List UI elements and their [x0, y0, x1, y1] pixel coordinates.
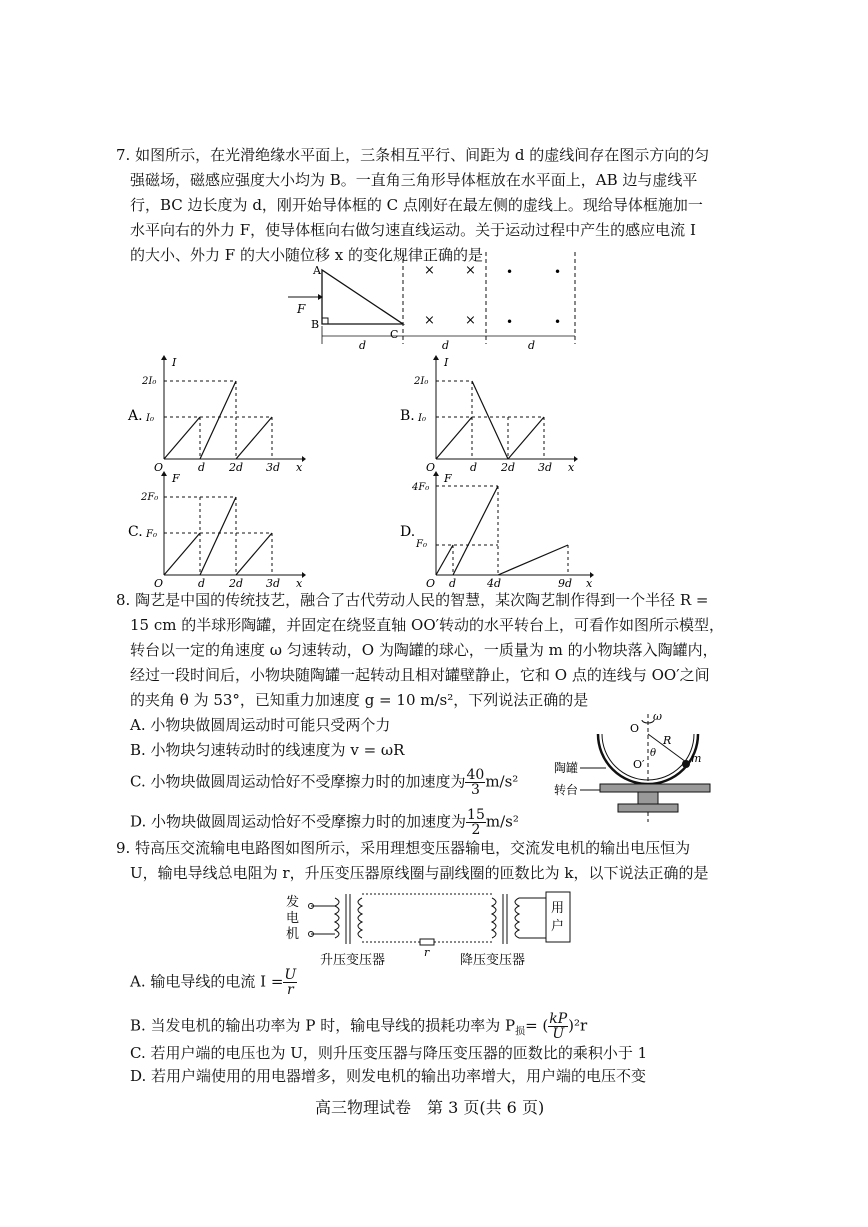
q7-figure	[280, 248, 590, 354]
q8-line-2: 15 cm 的半球形陶罐，并固定在绕竖直轴 OO′转动的水平转台上，可看作如图所示模型，	[130, 616, 725, 634]
svg-text:m: m	[691, 752, 702, 765]
svg-text:2d: 2d	[229, 461, 244, 472]
svg-text:9d: 9d	[558, 577, 573, 588]
svg-text:2F₀: 2F₀	[141, 492, 159, 503]
option-b-label: B.	[400, 408, 415, 424]
fraction: $\frac{15}{2}$	[467, 807, 485, 838]
svg-text:电: 电	[286, 911, 300, 926]
svg-text:升压变压器: 升压变压器	[320, 953, 386, 968]
q7-line-1: 7. 如图所示，在光滑绝缘水平面上，三条相互平行、间距为 d 的虚线间存在图示方向的匀	[116, 146, 710, 164]
q7-line-3: 行，BC 边长度为 d，刚开始导体框的 C 点刚好在最左侧的虚线上。现给导体框施加一	[130, 196, 703, 214]
cross-mark: ×	[465, 313, 476, 328]
dot-mark: •	[554, 265, 562, 279]
svg-text:O: O	[154, 577, 164, 588]
svg-text:用: 用	[551, 901, 565, 916]
svg-text:x: x	[296, 461, 303, 472]
svg-text:I₀: I₀	[418, 413, 426, 424]
svg-text:F₀: F₀	[416, 539, 427, 550]
svg-text:O′: O′	[633, 758, 645, 771]
q9-circuit	[280, 888, 590, 968]
svg-text:x: x	[296, 577, 303, 588]
fraction: $\frac{U}{r}$	[284, 967, 297, 998]
svg-text:I: I	[444, 356, 449, 369]
turntable	[600, 784, 710, 792]
svg-text:R: R	[663, 734, 672, 747]
q8-option-b[interactable]: B. 小物块匀速转动时的线速度为 v = ωR	[130, 741, 405, 759]
svg-text:F₀: F₀	[146, 529, 157, 540]
svg-text:3d: 3d	[266, 461, 281, 472]
dot-mark: •	[554, 315, 562, 329]
svg-text:2d: 2d	[501, 461, 516, 472]
q9-option-d[interactable]: D. 若用户端使用的用电器增多，则发电机的输出功率增大，用户端的电压不变	[130, 1067, 647, 1085]
q7-line-2: 强磁场，磁感应强度大小均为 B。一直角三角形导体框放在水平面上，AB 边与虚线平	[130, 171, 698, 189]
svg-text:3d: 3d	[266, 577, 281, 588]
svg-text:2I₀: 2I₀	[142, 376, 157, 387]
svg-text:2d: 2d	[229, 577, 244, 588]
option-d-label: D.	[400, 524, 416, 540]
svg-text:F: F	[444, 472, 452, 485]
block	[682, 760, 690, 768]
dim-d-1: d	[359, 339, 367, 352]
q9-option-a[interactable]: A. 输电导线的电流 I = $\frac{U}{r}$	[130, 967, 297, 998]
cross-mark: ×	[465, 263, 476, 278]
q9-line-1: 9. 特高压交流输电电路图如图所示，采用理想变压器输电，交流发电机的输出电压恒为	[116, 839, 691, 857]
q7-option-c-graph[interactable]	[126, 470, 306, 588]
svg-text:4F₀: 4F₀	[412, 482, 430, 493]
q9-option-b[interactable]: B. 当发电机的输出功率为 P 时，输电导线的损耗功率为 $P_损=$ ( $\frac{kP}{U}$ )²r	[130, 1011, 588, 1042]
dot-mark: •	[506, 315, 514, 329]
svg-text:d: d	[198, 577, 206, 588]
dim-d-2: d	[442, 339, 450, 352]
step-down-primary-coil	[492, 898, 496, 938]
q9-line-2: U，输电导线总电阻为 r，升压变压器原线圈与副线圈的匝数比为 k，以下说法正确的是	[130, 864, 709, 882]
svg-text:x: x	[568, 461, 575, 472]
svg-text:ω: ω	[653, 712, 662, 723]
svg-text:3d: 3d	[538, 461, 553, 472]
option-a-label: A.	[128, 408, 143, 424]
svg-text:x: x	[586, 577, 593, 588]
triangle-frame	[322, 270, 403, 324]
svg-text:4d: 4d	[487, 577, 502, 588]
step-up-secondary-coil	[358, 898, 362, 938]
line-resistor	[420, 939, 434, 945]
svg-text:户: 户	[551, 919, 565, 934]
right-angle-mark	[322, 318, 328, 324]
fraction: $\frac{kP}{U}$	[549, 1011, 568, 1042]
dim-d-3: d	[528, 339, 536, 352]
option-c-label: C.	[128, 524, 143, 540]
label-B: B	[311, 318, 320, 331]
q8-option-c[interactable]: C. 小物块做圆周运动恰好不受摩擦力时的加速度为 $\frac{40}{3}$ m/s²	[130, 767, 519, 798]
svg-text:I₀: I₀	[146, 413, 154, 424]
svg-text:机: 机	[286, 927, 300, 942]
label-C: C	[390, 328, 399, 341]
label-A: A	[313, 264, 321, 277]
svg-text:F: F	[172, 472, 180, 485]
cross-mark: ×	[424, 263, 435, 278]
cross-mark: ×	[424, 313, 435, 328]
q8-option-a[interactable]: A. 小物块做圆周运动时可能只受两个力	[130, 716, 391, 734]
step-down-secondary-coil	[515, 898, 519, 938]
svg-text:转台: 转台	[554, 783, 579, 797]
svg-text:r: r	[424, 946, 430, 959]
q7-option-b-graph[interactable]	[398, 354, 578, 472]
q7-line-4: 水平向右的外力 F，使导体框向右做匀速直线运动。关于运动过程中产生的感应电流 I	[130, 221, 696, 239]
q8-line-5: 的夹角 θ 为 53°，已知重力加速度 g = 10 m/s²，下列说法正确的是	[130, 691, 589, 709]
svg-text:θ: θ	[650, 748, 657, 759]
svg-text:O: O	[426, 577, 436, 588]
page-footer: 高三物理试卷 第 3 页(共 6 页)	[315, 1098, 545, 1117]
fraction: $\frac{40}{3}$	[466, 767, 485, 798]
q8-line-3: 转台以一定的角速度 ω 匀速转动，O 为陶罐的球心，一质量为 m 的小物块落入陶罐内，	[130, 641, 718, 659]
dot-mark: •	[506, 265, 514, 279]
label-F: F	[297, 302, 306, 316]
svg-text:d: d	[198, 461, 206, 472]
svg-text:发: 发	[286, 895, 300, 910]
q7-line-5: 的大小、外力 F 的大小随位移 x 的变化规律正确的是	[130, 246, 483, 264]
step-up-primary-coil	[335, 898, 339, 938]
q7-option-d-graph[interactable]	[398, 470, 598, 588]
svg-text:降压变压器: 降压变压器	[460, 953, 526, 968]
q8-option-d[interactable]: D. 小物块做圆周运动恰好不受摩擦力时的加速度为 $\frac{15}{2}$ m/s²	[130, 807, 519, 838]
svg-text:d: d	[470, 461, 478, 472]
svg-text:O: O	[154, 461, 164, 472]
user-load	[546, 892, 570, 942]
svg-text:d: d	[449, 577, 457, 588]
svg-text:陶罐: 陶罐	[554, 761, 579, 775]
q9-option-c[interactable]: C. 若用户端的电压也为 U，则升压变压器与降压变压器的匝数比的乘积小于 1	[130, 1044, 648, 1062]
q8-line-4: 经过一段时间后，小物块随陶罐一起转动且相对罐壁静止，它和 O 点的连线与 OO′之间	[130, 666, 710, 684]
q8-line-1: 8. 陶艺是中国的传统技艺，融合了古代劳动人民的智慧，某次陶艺制作得到一个半径 R =	[116, 591, 709, 609]
q8-figure	[550, 712, 740, 824]
svg-text:2I₀: 2I₀	[414, 376, 429, 387]
svg-text:I: I	[172, 356, 177, 369]
svg-text:O: O	[426, 461, 436, 472]
svg-text:O: O	[630, 722, 640, 735]
q7-option-a-graph[interactable]	[126, 354, 306, 472]
